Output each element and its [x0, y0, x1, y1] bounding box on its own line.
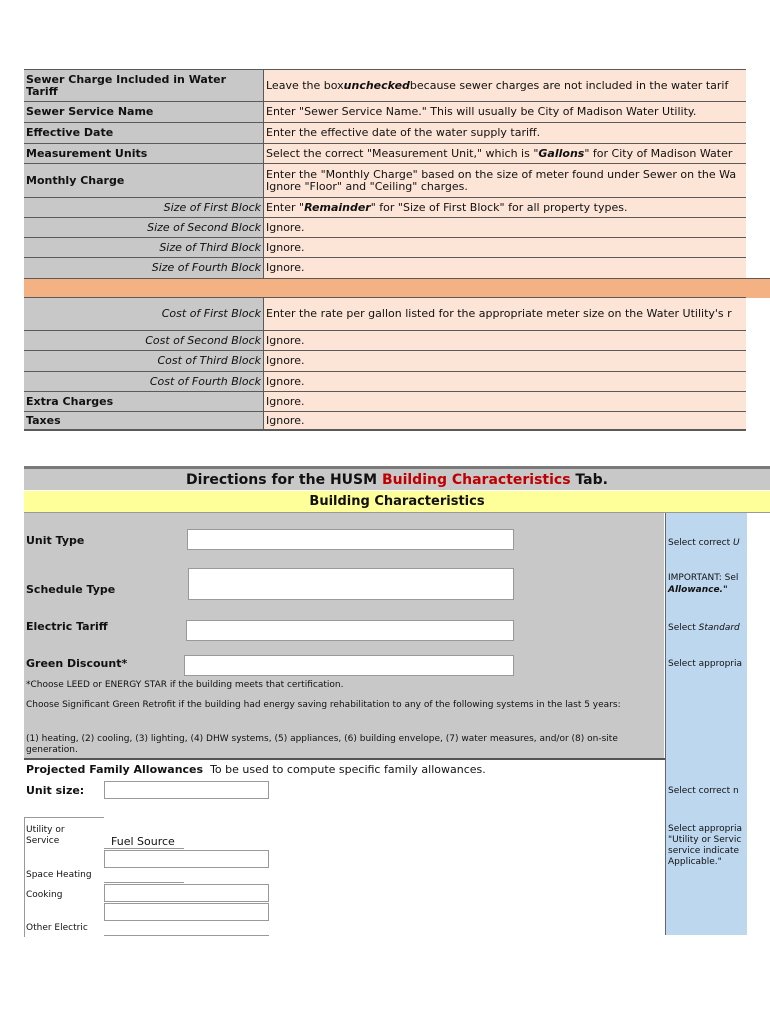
schedule-instruction-line1: IMPORTANT: Sel: [668, 573, 739, 583]
row-label: Cost of First Block: [24, 298, 264, 330]
building-characteristics-form: [24, 513, 664, 758]
row-underline: [104, 935, 269, 936]
row-label: Measurement Units: [24, 144, 264, 163]
systems-note: (1) heating, (2) cooling, (3) lighting, (4) DHW systems, (5) appliances, (6) building envelope, (7) water measures, and/or (8) on-site generation.: [26, 734, 618, 755]
table-row: [24, 163, 746, 197]
table-row: [24, 350, 746, 371]
unit-type-instruction: Select correct U: [668, 538, 740, 548]
row-label: Size of Fourth Block: [24, 258, 264, 278]
projected-heading-row: [26, 763, 486, 776]
row-instruction: Ignore.: [264, 392, 746, 411]
row-instruction: Ignore.: [264, 351, 746, 371]
utility-header: Utility or Service: [26, 825, 65, 846]
table-row: [24, 297, 746, 330]
table-row: [24, 101, 746, 122]
electric-instruction: Select Standard: [668, 623, 740, 633]
row-instruction: Ignore.: [264, 218, 746, 237]
row-label: Sewer Charge Included in Water Tariff: [24, 70, 264, 101]
schedule-type-field[interactable]: [188, 568, 514, 600]
table-row: [24, 69, 746, 101]
row-label: Cost of Fourth Block: [24, 372, 264, 391]
row-instruction: Ignore.: [264, 331, 746, 350]
row-label: Cost of Second Block: [24, 331, 264, 350]
row-label: Taxes: [24, 412, 264, 429]
utility-instruction-line: Applicable.": [668, 857, 722, 867]
table-row: [24, 330, 746, 350]
row-label: Size of Third Block: [24, 238, 264, 257]
other-electric-label: Other Electric: [26, 923, 88, 933]
row-instruction: Ignore.: [264, 258, 746, 278]
retrofit-note: Choose Significant Green Retrofit if the building had energy saving rehabilitation to any of the following systems in the last 5 years:: [26, 700, 621, 710]
utility-instruction-line: service indicate: [668, 846, 740, 856]
row-label: Extra Charges: [24, 392, 264, 411]
table-row: [24, 411, 746, 431]
unit-type-field[interactable]: [187, 529, 514, 550]
row-instruction: Ignore.: [264, 412, 746, 429]
fuel-source-header: Fuel Source: [111, 835, 175, 848]
section-heading: Building Characteristics: [24, 491, 770, 513]
cooking-label: Cooking: [26, 890, 63, 900]
green-discount-label: Green Discount*: [26, 657, 128, 670]
row-label: Monthly Charge: [24, 164, 264, 197]
row-underline: [104, 882, 184, 883]
row-instruction: Enter "Sewer Service Name." This will usually be City of Madison Water Utility.: [264, 102, 746, 122]
utility-instruction-line: Select appropria: [668, 824, 743, 834]
row-label: Size of Second Block: [24, 218, 264, 237]
row-instruction: Enter the "Monthly Charge" based on the size of meter found under Sewer on the Wa Ignore "Floor" and "Ceiling" charges.: [264, 164, 746, 197]
directions-title: Directions for the HUSM Building Characteristics Tab.: [24, 466, 770, 490]
section-divider: [24, 278, 770, 298]
electric-tariff-label: Electric Tariff: [26, 620, 108, 633]
unit-size-label: Unit size:: [26, 784, 85, 797]
row-label: Effective Date: [24, 123, 264, 143]
unit-type-label: Unit Type: [26, 534, 85, 547]
header-underline: [104, 848, 184, 849]
table-row: [24, 371, 746, 391]
electric-tariff-field[interactable]: [186, 620, 514, 641]
utility-instruction-line: "Utility or Servic: [668, 835, 742, 845]
projected-heading: Projected Family Allowances: [26, 763, 204, 776]
schedule-type-label: Schedule Type: [26, 583, 116, 596]
unit-size-field[interactable]: [104, 781, 269, 799]
projected-family-allowances: [24, 758, 665, 937]
row-instruction: Select the correct "Measurement Unit," which is " Gallons " for City of Madison Water: [264, 144, 746, 163]
leed-note: *Choose LEED or ENERGY STAR if the building meets that certification.: [26, 680, 344, 690]
row-label: Cost of Third Block: [24, 351, 264, 371]
other-electric-fuel-field[interactable]: [104, 903, 269, 921]
table-row: [24, 197, 746, 217]
green-discount-field[interactable]: [184, 655, 514, 676]
table-row: [24, 143, 746, 163]
row-instruction: Enter the rate per gallon listed for the appropriate meter size on the Water Utility's r: [264, 298, 746, 330]
table-row: [24, 257, 746, 278]
space-heating-fuel-field[interactable]: [104, 850, 269, 868]
projected-subtext: To be used to compute specific family allowances.: [210, 763, 486, 776]
row-instruction: Ignore.: [264, 238, 746, 257]
row-label: Sewer Service Name: [24, 102, 264, 122]
unit-size-instruction: Select correct n: [668, 786, 739, 796]
row-instruction: Ignore.: [264, 372, 746, 391]
space-heating-label: Space Heating: [26, 870, 92, 880]
table-row: [24, 217, 746, 237]
row-label: Size of First Block: [24, 198, 264, 217]
schedule-instruction-line2: Allowance.": [668, 585, 728, 595]
cooking-fuel-field[interactable]: [104, 884, 269, 902]
table-row: [24, 237, 746, 257]
table-row: [24, 391, 746, 411]
green-instruction: Select appropria: [668, 659, 743, 669]
row-instruction: Leave the box unchecked because sewer charges are not included in the water tarif: [264, 70, 746, 101]
row-instruction: Enter the effective date of the water supply tariff.: [264, 123, 746, 143]
row-instruction: Enter " Remainder " for "Size of First Block" for all property types.: [264, 198, 746, 217]
instructions-column: [665, 513, 747, 935]
table-row: [24, 122, 746, 143]
